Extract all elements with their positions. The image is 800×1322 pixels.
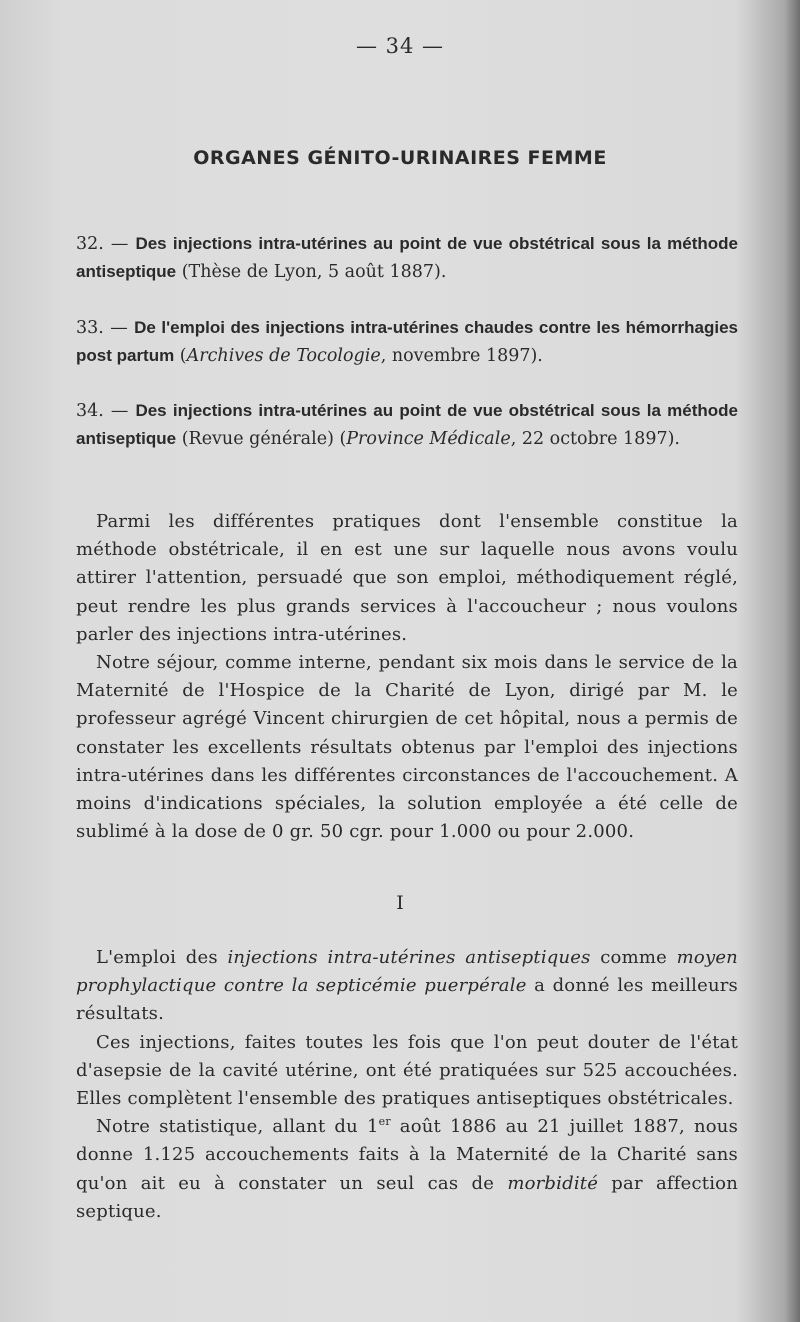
section-title: ORGANES GÉNITO-URINAIRES FEMME [193,147,607,169]
entry-citation: (Thèse de Lyon, 5 août 1887). [176,262,447,282]
page-number: — 34 — [355,34,445,58]
italic-run: moyen prophylactique contre la septicémie puerpérale [76,947,738,997]
paragraph: Parmi les différentes pratiques dont l'ensemble constitue la méthode obstétricale, il en est une sur laquelle nous avons voulu attirer l'attention, persuadé que son emploi, méthodiquement réglé, peut rendre les plus grands services à l'accoucheur ; nous voulons parler des injections intra-utérines. [76,511,738,645]
bibliography-entry-34 [76,397,738,453]
entry-citation-close: , novembre 1897). [380,346,543,366]
paragraph [76,944,738,1029]
italic-run: morbidité [507,1172,599,1194]
superscript: er [378,1115,391,1129]
entry-journal: Archives de Tocologie [186,346,381,366]
bibliography-entry-32 [76,230,738,286]
paragraph: Ces injections, faites toutes les fois que l'on peut douter de l'état d'asepsie de la cavité utérine, ont été pratiquées sur 525 accouchées. Elles complètent l'ensemble des pratiques antiseptiques obstétricales. [76,1031,738,1110]
entry-title: Des injections intra-utérines au point de vue obstétrical sous la méthode antiseptique [76,234,738,281]
text-run: Notre statistique, allant du 1 [96,1116,379,1138]
text-run: comme [590,947,677,968]
paragraph: Notre séjour, comme interne, pendant six mois dans le service de la Maternité de l'Hospice de la Charité de Lyon, dirigé par M. le professeur agrégé Vincent chirurgien de cet hôpital, nous a permis de constater les excellents résultats obtenus par l'emploi des injections intra-utérines dans les différentes circonstances de l'accouchement. A moins d'indications spéciales, la solution employée a été celle de sublimé à la dose de 0 gr. 50 cgr. pour 1.000 ou pour 2.000. [76,652,738,843]
entry-journal: Province Médicale [346,429,511,449]
entry-citation-open: (Revue générale) ( [176,429,347,449]
entry-number: 32. — [76,234,136,254]
bibliography-entry-33 [76,314,738,370]
entry-citation-close: , 22 octobre 1897). [510,429,680,449]
section-I-text [76,944,738,1226]
text-run: par affection septique. [76,1172,739,1222]
entry-title: De l'emploi des injections intra-utérines chaudes contre les hémorrhagies post partum [76,318,738,365]
entry-number: 33. — [76,318,135,338]
text-run: L'emploi des [96,947,228,968]
paragraph [76,1113,738,1226]
entry-title: Des injections intra-utérines au point de vue obstétrical sous la méthode antiseptique [76,401,738,448]
entry-number: 34. — [76,401,136,421]
section-numeral: I [396,892,404,914]
text-run: a donné les meilleurs résultats. [76,975,738,1025]
intro-text [76,508,738,846]
italic-run: injections intra-utérines antiseptiques [227,947,591,968]
entry-citation-open: ( [174,346,187,366]
text-run: août 1886 au 21 juillet 1887, nous donne 1.125 accouchements faits à la Maternité de la Charité sans qu'on ait eu à constater un seul cas de [76,1116,739,1194]
